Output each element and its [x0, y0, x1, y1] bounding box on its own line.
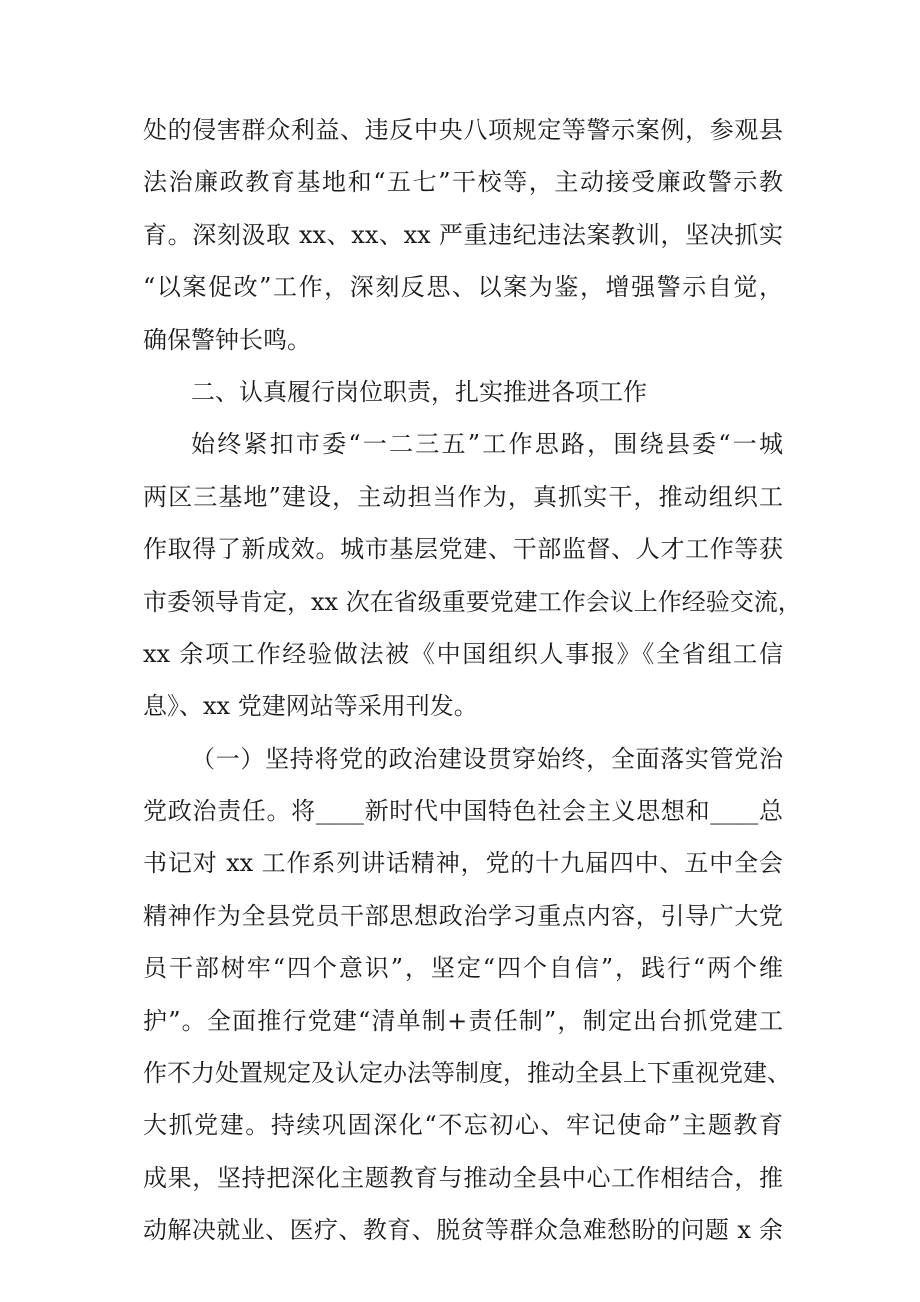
text-line: 动解决就业、医疗、教育、脱贫等群众急难愁盼的问题 x 余: [143, 1216, 783, 1245]
text-line: 处的侵害群众利益、违反中央八项规定等警示案例，参观县: [143, 116, 783, 144]
text-line: 成果，坚持把深化主题教育与推动全县中心工作相结合，推: [143, 1163, 783, 1192]
document-body: [143, 104, 802, 1257]
text-line: 两区三基地”建设，主动担当作为，真抓实干，推动组织工: [143, 482, 783, 511]
text-line: “以案促改”工作，深刻反思、以案为鉴，增强警示自觉，: [143, 273, 783, 302]
text-line: 大抓党建。持续巩固深化“不忘初心、牢记使命”主题教育: [143, 1111, 783, 1140]
text-line: 作不力处置规定及认定办法等制度，推动全县上下重视党建、: [143, 1059, 791, 1088]
text-line: 护”。全面推行党建“清单制+责任制”，制定出台抓党建工: [143, 1006, 783, 1035]
text-line: 党政治责任。将____新时代中国特色社会主义思想和____总: [143, 797, 783, 826]
text-line: 市委领导肯定，xx 次在省级重要党建工作会议上作经验交流，: [143, 587, 802, 616]
text-line: 精神作为全县党员干部思想政治学习重点内容，引导广大党: [143, 901, 783, 930]
text-line: xx 余项工作经验做法被《中国组织人事报》《全省组工信: [143, 639, 783, 668]
text-line: 员干部树牢“四个意识”，坚定“四个自信”，践行“两个维: [143, 954, 783, 983]
text-line: （一）坚持将党的政治建设贯穿始终，全面落实管党治: [191, 744, 783, 773]
text-line: 育。深刻汲取 xx、xx、xx 严重违纪违法案教训，坚决抓实: [143, 220, 783, 249]
text-line: 息》、xx 党建网站等采用刊发。: [143, 692, 478, 721]
text-line: 始终紧扣市委“一二三五”工作思路，围绕县委“一城: [191, 430, 783, 459]
text-line: 法治廉政教育基地和“五七”干校等，主动接受廉政警示教: [143, 168, 783, 197]
text-line: 确保警钟长鸣。: [143, 325, 311, 354]
text-line: 作取得了新成效。城市基层党建、干部监督、人才工作等获: [143, 535, 783, 564]
text-line: 二、认真履行岗位职责，扎实推进各项工作: [191, 377, 647, 406]
text-line: 书记对 xx 工作系列讲话精神，党的十九届四中、五中全会: [143, 849, 783, 878]
